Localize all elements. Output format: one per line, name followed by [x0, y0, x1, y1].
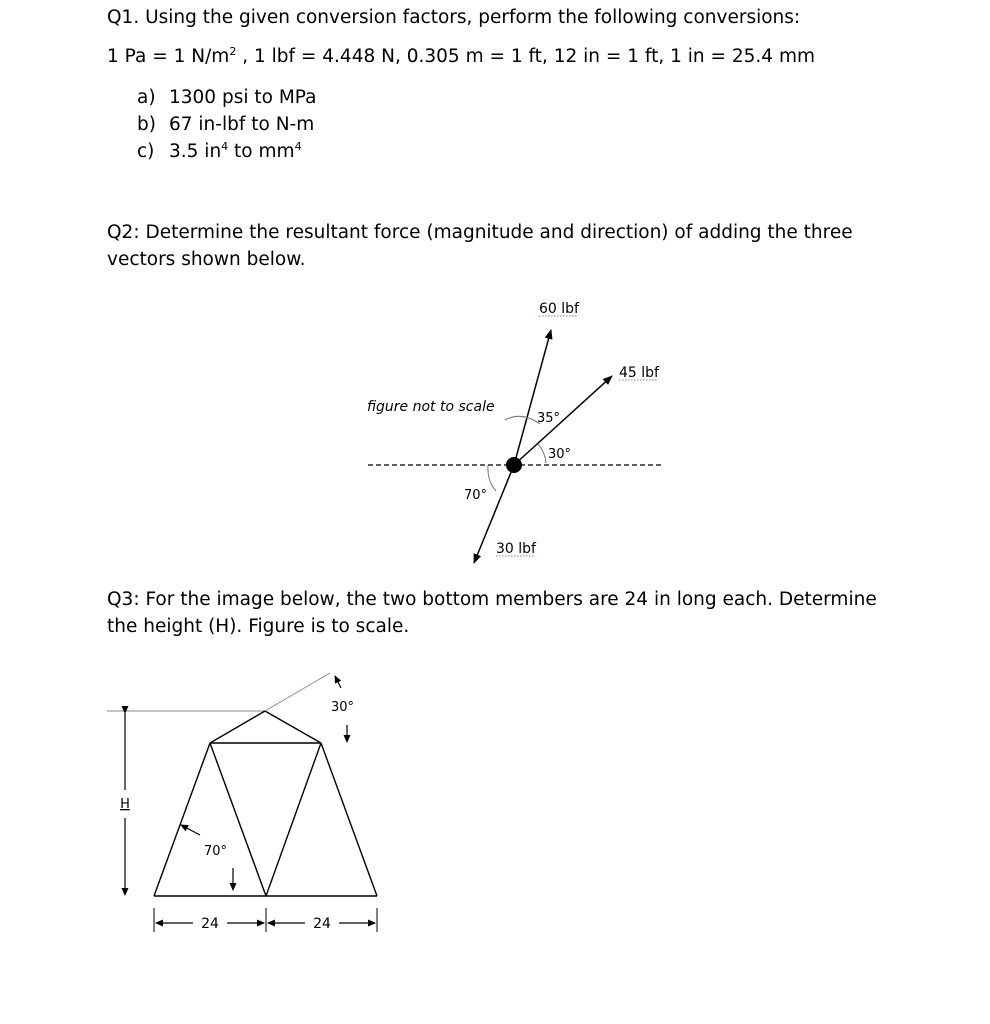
q1-item-c-text: 3.5 in	[169, 141, 222, 162]
q3-angle-30-arrow-upper	[335, 676, 341, 688]
q3-dim-right: 24	[313, 916, 331, 932]
q3-angle-70-arrow-upper	[181, 825, 200, 835]
q3-angle-30: 30°	[331, 700, 355, 715]
q1-item-b-label: b)	[137, 114, 156, 135]
q1-item-a-text: 1300 psi to MPa	[169, 87, 317, 108]
q2-angle-35: 35°	[537, 411, 561, 426]
q2-angle-30: 30°	[548, 447, 572, 462]
q1-heading: Q1. Using the given conversion factors, perform the following conversions:	[107, 7, 801, 28]
q1-item-c-mid: to mm	[228, 141, 295, 162]
q3-question-line1: Q3: For the image below, the two bottom members are 24 in long each. Determine	[107, 589, 877, 610]
q1-factors-part1: 1 Pa = 1 N/m	[107, 46, 230, 67]
q3-height-label: H	[120, 797, 130, 812]
q2-figure-note: figure not to scale	[367, 399, 495, 415]
q1-item-a-label: a)	[137, 87, 156, 108]
q1-item-c-exp2: 4	[294, 140, 302, 153]
q2-label-60lbf: 60 lbf	[539, 301, 579, 317]
q1-item-b-text: 67 in-lbf to N-m	[169, 114, 315, 135]
q2-question-line2: vectors shown below.	[107, 249, 306, 270]
q3-question-line2: the height (H). Figure is to scale.	[107, 616, 410, 637]
q1-item-c-label: c)	[137, 141, 155, 162]
q3-angle-reference-line	[265, 673, 330, 711]
q1-factors-exponent: 2	[229, 45, 237, 58]
q3-truss	[154, 711, 377, 896]
q2-label-30lbf: 30 lbf	[496, 541, 536, 557]
q3-angle-70: 70°	[204, 844, 228, 859]
q3-dim-left: 24	[201, 916, 219, 932]
q1-factors-part2: , 1 lbf = 4.448 N, 0.305 m = 1 ft, 12 in = 1 ft, 1 in = 25.4 mm	[236, 46, 815, 67]
q2-label-45lbf: 45 lbf	[619, 365, 659, 381]
q2-question-line1: Q2: Determine the resultant force (magnitude and direction) of adding the three	[107, 222, 853, 243]
q1-item-c-exp1: 4	[221, 140, 229, 153]
q2-angle-70: 70°	[464, 488, 488, 503]
